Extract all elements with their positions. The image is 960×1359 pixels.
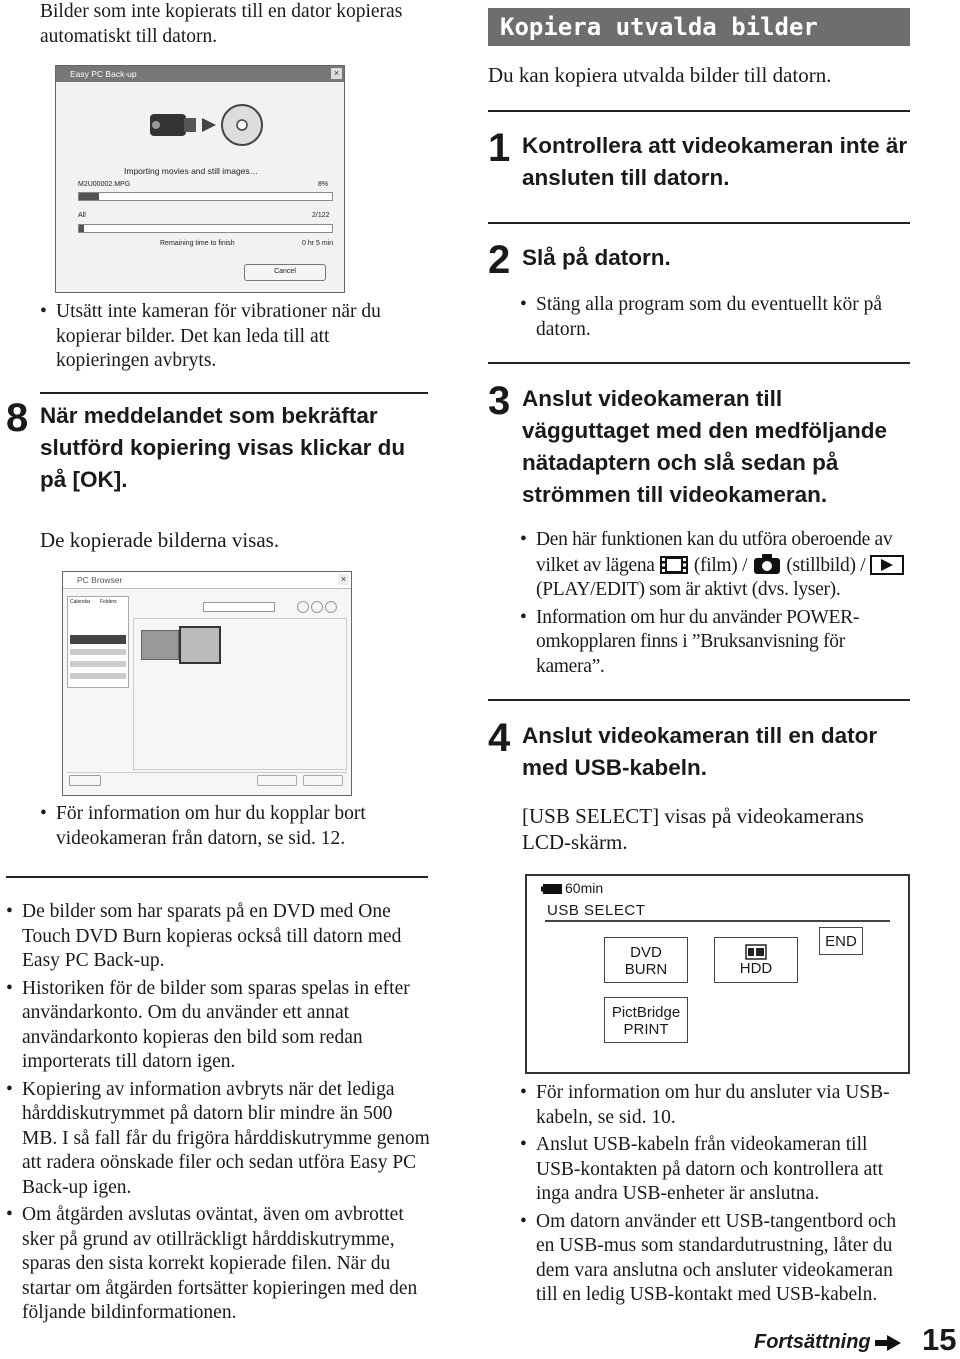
list-item: • Kopiering av information avbryts när det lediga hårddiskutrymmet på datorn blir mindre än 500 MB. I så fall får du frigöra hårddiskutrymme genom att radera oönskade filer och sedan utföra Easy PC Back-up igen. (6, 1078, 430, 1201)
list-item: • Information om hur du använder POWER-omkopplaren finns i ”Bruksanvisning för kamera”. (520, 606, 912, 680)
list-item: • Om datorn använder ett USB-tangentbord och en USB-mus som standardutrustning, låter du dem vara anslutna och ansluter videokameran till en ledig USB-kontakt med USB-kabeln. (520, 1210, 912, 1308)
bullet-text: (film) / (693, 554, 748, 576)
dvd-burn-line1: DVD (630, 944, 662, 961)
window-title (56, 66, 344, 82)
thumbnail-area (133, 618, 347, 770)
list-item: • Om åtgärden avslutas oväntat, även om avbrottet sker på grund av otillräckligt hårddiskutrymme, sparas den sista korrekt kopierade filen. När du startar om åtgärden fortsätter kopieringen med den följande bildinformationen. (6, 1203, 430, 1326)
list-item: • För information om hur du ansluter via USB-kabeln, se sid. 10. (520, 1081, 912, 1130)
list-item: • Stäng alla program som du eventuellt kör på datorn. (520, 293, 910, 342)
bullet-text: (PLAY/EDIT) som är aktivt (dvs. lyser). (536, 579, 841, 600)
right-bottom-bullets (520, 1081, 912, 1311)
bottom-bar (67, 772, 347, 787)
step-1 (488, 126, 910, 194)
list-item: • Anslut USB-kabeln från videokameran till USB-kontakten på datorn och kontrollera att inga andra USB-enheter är anslutna. (520, 1133, 912, 1207)
list-item: • Historiken för de bilder som sparas spelas in efter användarkonto. Om du använder ett annat användarkonto kopieras den bild som redan importerats till datorn igen. (6, 977, 430, 1075)
tab-folders[interactable]: Folders (100, 599, 117, 605)
still-camera-icon (752, 553, 782, 575)
step-text: Anslut videokameran till vägguttaget med den medföljande nätadaptern och slå sedan på strömmen till videokameran. (522, 386, 888, 507)
screen-title: USB SELECT (547, 902, 646, 919)
hdd-label: HDD (739, 960, 773, 977)
folder-row[interactable] (70, 673, 126, 679)
bullet-text: Den här funktionen kan du utföra oberoende av vilket av lägena (536, 529, 893, 576)
section-banner: Kopiera utvalda bilder (488, 8, 910, 46)
continue-label: Fortsättning (754, 1331, 871, 1353)
file-percent: 8% (318, 181, 329, 188)
close-icon[interactable]: × (331, 68, 342, 79)
step-number: 4 (488, 716, 511, 760)
bottom-button[interactable] (303, 775, 343, 786)
step-2 (488, 238, 910, 282)
continue-indicator (754, 1331, 903, 1354)
importing-text: Importing movies and still images… (124, 166, 259, 176)
pc-browser-screenshot (62, 571, 352, 796)
list-item: • Utsätt inte kameran för vibrationer när du kopierar bilder. Det kan leda till att kopieringen avbryts. (40, 300, 420, 374)
all-progress-fill (79, 225, 84, 232)
all-count: 2/122 (312, 212, 330, 219)
divider (488, 222, 910, 224)
folder-row[interactable] (70, 661, 126, 667)
step-number: 1 (488, 126, 511, 170)
toolbar-field[interactable] (203, 602, 275, 612)
easy-pc-backup-screenshot (55, 65, 345, 293)
bottom-left-bullets (6, 900, 430, 1329)
title-underline (545, 920, 890, 922)
selected-folder-row[interactable] (70, 635, 126, 644)
step-text: När meddelandet som bekräftar slutförd kopiering visas klickar du på [OK]. (40, 403, 406, 492)
remaining-value: 0 hr 5 min (302, 240, 334, 247)
file-progress-fill (79, 193, 99, 200)
step-text: Slå på datorn. (522, 245, 671, 270)
step-number: 2 (488, 238, 511, 282)
arrow-right-icon (873, 1334, 903, 1352)
step-3-bullets (520, 528, 912, 682)
left-bullets-1 (40, 300, 420, 377)
window-title-text: Easy PC Back-up (70, 69, 137, 79)
divider (488, 699, 910, 701)
list-item: • För information om hur du kopplar bort videokameran från datorn, se sid. 12. (40, 802, 420, 851)
tab-calendar[interactable]: Calendar (70, 599, 91, 605)
toolbar-button[interactable] (297, 601, 309, 613)
divider (40, 392, 428, 394)
step-8 (6, 396, 426, 496)
end-label: END (825, 933, 857, 950)
divider (6, 876, 428, 878)
bullet-text: (stillbild) / (786, 554, 866, 576)
step-number: 8 (6, 396, 29, 440)
window-title (63, 572, 351, 589)
camera-to-disc-icon (146, 96, 266, 156)
usb-select-screen (525, 874, 910, 1074)
hdd-button[interactable] (714, 937, 798, 983)
toolbar (203, 600, 343, 614)
close-icon[interactable]: × (338, 574, 349, 585)
divider (488, 362, 910, 364)
divider (488, 110, 910, 112)
bottom-button[interactable] (257, 775, 297, 786)
section-intro: Du kan kopiera utvalda bilder till datorn. (488, 63, 832, 87)
bottom-button[interactable] (69, 775, 101, 786)
page-number: 15 (922, 1322, 957, 1357)
step-text: Kontrollera att videokameran inte är ansluten till datorn. (522, 133, 908, 190)
step-4 (488, 716, 910, 784)
remaining-label: Remaining time to finish (160, 240, 235, 247)
step-4-result: [USB SELECT] visas på videokamerans LCD-skärm. (522, 804, 864, 854)
pictbridge-print-button[interactable] (604, 997, 688, 1043)
pictbridge-line1: PictBridge (611, 1004, 681, 1021)
end-button[interactable] (819, 927, 863, 955)
step-8-result: De kopierade bilderna visas. (40, 528, 280, 552)
step-number: 3 (488, 379, 511, 423)
window-title-text: PC Browser (77, 575, 123, 585)
folder-pane (67, 596, 129, 688)
left-bullets-2 (40, 802, 420, 854)
battery-icon (541, 883, 563, 895)
all-label: All (78, 212, 86, 219)
all-progress-bar (78, 224, 333, 233)
intro-paragraph: Bilder som inte kopierats till en dator kopieras automatiskt till datorn. (40, 1, 403, 47)
hdd-icon (745, 944, 767, 960)
folder-row[interactable] (70, 649, 126, 655)
file-name: M2U00002.MPG (78, 181, 131, 188)
step-3 (488, 379, 910, 511)
pictbridge-line2: PRINT (623, 1021, 669, 1038)
battery-time: 60min (565, 880, 604, 896)
toolbar-button[interactable] (311, 601, 323, 613)
dvd-burn-line2: BURN (624, 961, 668, 978)
toolbar-button[interactable] (325, 601, 337, 613)
list-item (520, 528, 912, 603)
film-mode-icon (659, 555, 689, 575)
cancel-button[interactable]: Cancel (244, 264, 326, 281)
list-item: • De bilder som har sparats på en DVD med One Touch DVD Burn kopieras också till datorn med Easy PC Back-up. (6, 900, 430, 974)
play-edit-icon (870, 555, 904, 575)
step-text: Anslut videokameran till en dator med USB-kabeln. (522, 723, 878, 780)
dvd-burn-button[interactable] (604, 937, 688, 983)
step-2-bullets (520, 293, 910, 345)
file-progress-bar (78, 192, 333, 201)
